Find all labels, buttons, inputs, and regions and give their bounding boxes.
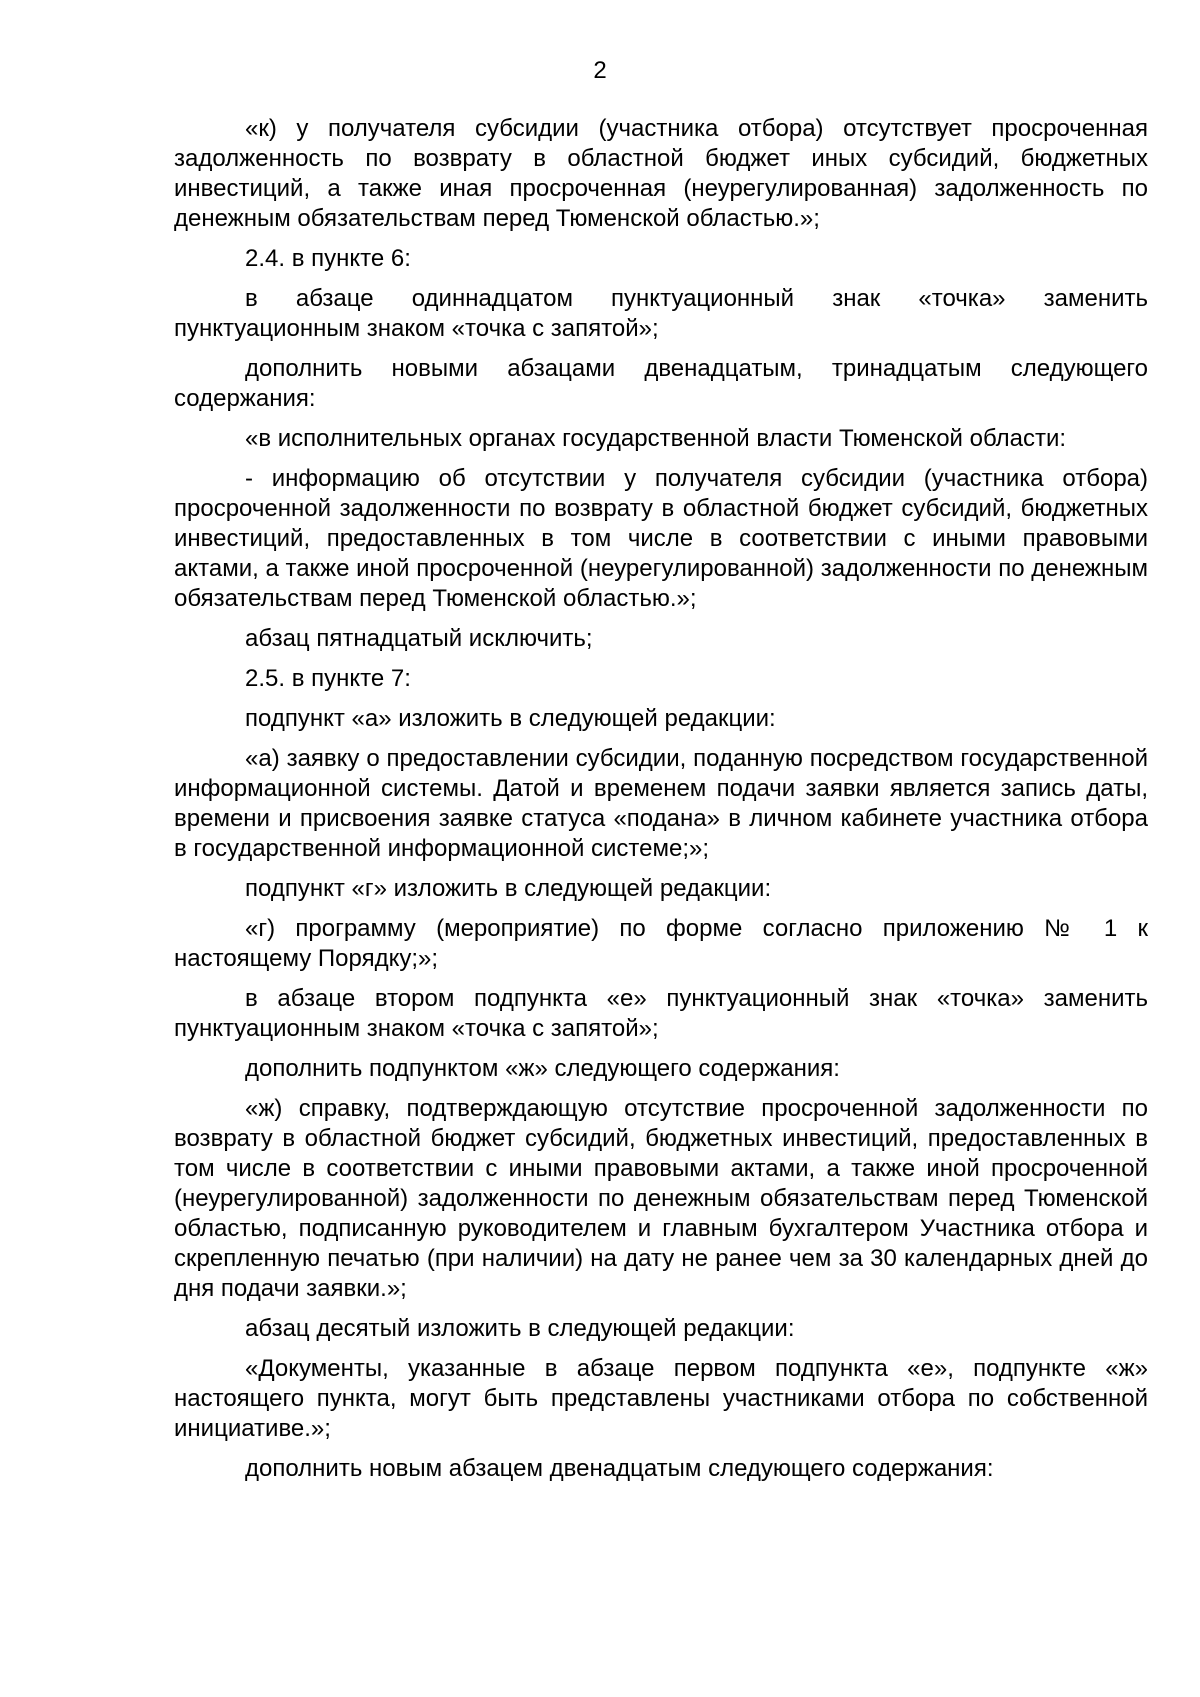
- paragraph-replace-punctuation-11: в абзаце одиннадцатом пунктуационный знак «точка» заменить пунктуационным знаком «точка с запятой»;: [174, 285, 1148, 342]
- paragraph-debt-information: - информацию об отсутствии у получателя субсидии (участника отбора) просроченной задолженности по возврату в областной бюджет субсидий, бюджетных инвестиций, предоставленных в том числе в соответствии с иными правовыми актами, а также иной просроченной (неурегулированной) задолженности по денежным обязательствам перед Тюменской областью.»;: [174, 465, 1148, 612]
- paragraph-add-abzacy-12-13: дополнить новыми абзацами двенадцатым, тринадцатым следующего содержания:: [174, 355, 1148, 412]
- paragraph-subitem-zh-text: «ж) справку, подтверждающую отсутствие просроченной задолженности по возврату в областной бюджет субсидий, бюджетных инвестиций, предоставленных в том числе в соответствии с иными правовыми актами, а также иной просроченной (неурегулированной) задолженности по денежным обязательствам перед Тюменской областью, подписанную руководителем и главным бухгалтером Участника отбора и скрепленную печатью (при наличии) на дату не ранее чем за 30 календарных дней до дня подачи заявки.»;: [174, 1095, 1148, 1302]
- paragraph-subitem-g-text: «г) программу (мероприятие) по форме согласно приложению № 1 к настоящему Порядку;»;: [174, 915, 1148, 972]
- paragraph-subitem-e-punctuation: в абзаце втором подпункта «е» пунктуационный знак «точка» заменить пунктуационным знаком «точка с запятой»;: [174, 985, 1148, 1042]
- paragraph-subitem-g-heading: подпункт «г» изложить в следующей редакции:: [245, 875, 772, 902]
- paragraph-abzac-10-heading: абзац десятый изложить в следующей редакции:: [245, 1315, 795, 1342]
- document-body: [174, 114, 1148, 1494]
- paragraph-add-subitem-zh: дополнить подпунктом «ж» следующего содержания:: [245, 1055, 840, 1082]
- paragraph-section-2-5: 2.5. в пункте 7:: [245, 665, 411, 692]
- paragraph-add-abzac-12: дополнить новым абзацем двенадцатым следующего содержания:: [245, 1455, 994, 1482]
- paragraph-section-2-4: 2.4. в пункте 6:: [245, 245, 411, 272]
- paragraph-subitem-a-text: «а) заявку о предоставлении субсидии, поданную посредством государственной информационной системы. Датой и временем подачи заявки является запись даты, времени и присвоения заявке статуса «подана» в личном кабинете участника отбора в государственной информационной системе;»;: [174, 745, 1148, 862]
- paragraph-subitem-a-heading: подпункт «а» изложить в следующей редакции:: [245, 705, 776, 732]
- paragraph-executive-bodies: «в исполнительных органах государственной власти Тюменской области:: [245, 425, 1067, 452]
- paragraph-documents-initiative: «Документы, указанные в абзаце первом подпункта «е», подпункте «ж» настоящего пункта, могут быть представлены участниками отбора по собственной инициативе.»;: [174, 1355, 1148, 1442]
- page-number: 2: [593, 57, 607, 84]
- paragraph-exclude-15: абзац пятнадцатый исключить;: [245, 625, 593, 652]
- paragraph-item-k: «к) у получателя субсидии (участника отбора) отсутствует просроченная задолженность по возврату в областной бюджет иных субсидий, бюджетных инвестиций, а также иная просроченная (неурегулированная) задолженность по денежным обязательствам перед Тюменской областью.»;: [174, 115, 1148, 232]
